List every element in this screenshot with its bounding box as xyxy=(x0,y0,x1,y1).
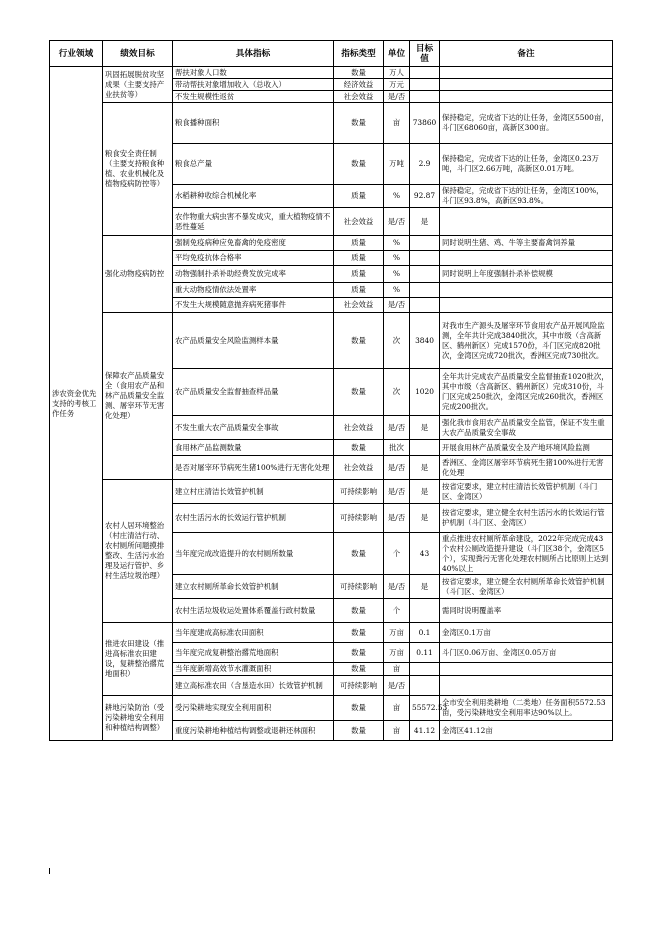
unit-cell: % xyxy=(384,251,410,266)
type-cell: 质量 xyxy=(334,251,384,266)
type-cell: 社会效益 xyxy=(334,91,384,103)
type-cell: 数量 xyxy=(334,696,384,721)
note-cell xyxy=(440,79,613,91)
target-cell xyxy=(410,266,440,283)
header-target: 目标值 xyxy=(410,41,440,67)
domain-cell: 涉农资金优先支持的考核工作任务 xyxy=(50,67,103,741)
indicator-cell: 帮扶对象人口数 xyxy=(173,67,334,79)
unit-cell: 是/否 xyxy=(384,504,410,533)
header-indicator: 具体指标 xyxy=(173,41,334,67)
unit-cell: 是/否 xyxy=(384,416,410,440)
indicator-cell: 不发生规模性返贫 xyxy=(173,91,334,103)
indicator-cell: 强制免疫病种应免畜禽的免疫密度 xyxy=(173,236,334,251)
unit-cell: % xyxy=(384,185,410,208)
indicator-cell: 粮食播种面积 xyxy=(173,103,334,144)
note-cell xyxy=(440,283,613,298)
note-cell: 同时说明上年度强制扑杀补偿规模 xyxy=(440,266,613,283)
note-cell: 金湾区41.12亩 xyxy=(440,721,613,741)
unit-cell: 万元 xyxy=(384,79,410,91)
type-cell: 数量 xyxy=(334,103,384,144)
unit-cell: 是/否 xyxy=(384,480,410,504)
target-cell xyxy=(410,283,440,298)
target-cell xyxy=(410,91,440,103)
indicator-cell: 重度污染耕地种植结构调整或退耕还林面积 xyxy=(173,721,334,741)
note-cell xyxy=(440,298,613,313)
table-row xyxy=(50,623,613,643)
note-cell: 保持稳定，完成省下达的让任务，金湾区5500亩，斗门区68060亩，高新区300亩。 xyxy=(440,103,613,144)
type-cell: 数量 xyxy=(334,313,384,369)
unit-cell: 万吨 xyxy=(384,144,410,185)
unit-cell: 个 xyxy=(384,599,410,623)
header-goal: 绩效目标 xyxy=(103,41,173,67)
note-cell xyxy=(440,208,613,236)
unit-cell: 是/否 xyxy=(384,676,410,696)
unit-cell: % xyxy=(384,236,410,251)
target-cell: 3840 xyxy=(410,313,440,369)
type-cell: 数量 xyxy=(334,643,384,663)
target-cell: 是 xyxy=(410,208,440,236)
type-cell: 社会效益 xyxy=(334,298,384,313)
note-cell: 强化我市食用农产品质量安全监管，保证不发生重大农产品质量安全事故 xyxy=(440,416,613,440)
type-cell: 数量 xyxy=(334,533,384,575)
indicator-cell: 当年度完成复耕整治撂荒地面积 xyxy=(173,643,334,663)
table-row xyxy=(50,696,613,721)
unit-cell: 个 xyxy=(384,533,410,575)
unit-cell: 亩 xyxy=(384,696,410,721)
type-cell: 社会效益 xyxy=(334,416,384,440)
note-cell: 对我市生产源头及屠宰环节食用农产品开展风险监测，全年共计完成3840批次，其中市级（含高新区、鹤州新区）完成1570份，斗门区完成820批次，金湾区完成720批次，香洲区完成730批次。 xyxy=(440,313,613,369)
table-row xyxy=(50,236,613,251)
target-cell xyxy=(410,236,440,251)
note-cell: 金湾区0.1万亩 xyxy=(440,623,613,643)
indicator-cell: 平均免疫抗体合格率 xyxy=(173,251,334,266)
type-cell: 质量 xyxy=(334,283,384,298)
type-cell: 经济效益 xyxy=(334,79,384,91)
table-row xyxy=(50,67,613,79)
type-cell: 可持续影响 xyxy=(334,575,384,599)
unit-cell: 次 xyxy=(384,369,410,416)
table-row xyxy=(50,103,613,144)
target-cell: 是 xyxy=(410,504,440,533)
unit-cell: 批次 xyxy=(384,440,410,456)
note-cell xyxy=(440,676,613,696)
goal-grain: 粮食安全责任制（主要支持粮食种植、农业机械化及植物疫病防控等） xyxy=(103,103,173,236)
unit-cell: 亩 xyxy=(384,721,410,741)
unit-cell: 是/否 xyxy=(384,91,410,103)
unit-cell: 次 xyxy=(384,313,410,369)
unit-cell: 是/否 xyxy=(384,575,410,599)
indicator-cell: 不发生大规模随意抛弃病死猪事件 xyxy=(173,298,334,313)
type-cell: 数量 xyxy=(334,721,384,741)
indicator-cell: 建立村庄清洁长效管护机制 xyxy=(173,480,334,504)
header-type: 指标类型 xyxy=(334,41,384,67)
target-cell: 是 xyxy=(410,480,440,504)
note-cell: 重点推进农村厕所革命建设，2022年完成完成43个农村公厕改造提升建设（斗门区38个，金湾区5个），实现粪污无害化处理农村厕所占比原则上达到40%以上 xyxy=(440,533,613,575)
type-cell: 质量 xyxy=(334,266,384,283)
target-cell: 41.12 xyxy=(410,721,440,741)
note-cell: 保持稳定，完成省下达的让任务，金湾区100%，斗门区93.8%，高新区93.8%。 xyxy=(440,185,613,208)
note-cell: 开展食用林产品质量安全及产地环境风险监测 xyxy=(440,440,613,456)
indicator-cell: 建立高标准农田（含垦造水田）长效管护机制 xyxy=(173,676,334,696)
indicator-cell: 是否对屠宰环节病死生猪100%进行无害化处理 xyxy=(173,456,334,480)
goal-soil: 耕地污染防治（受污染耕地安全利用和种植结构调整） xyxy=(103,696,173,741)
indicator-cell: 食用林产品监测数量 xyxy=(173,440,334,456)
goal-environment: 农村人居环境整治（村庄清洁行动、农村厕所问题摸排整改、生活污水治理及运行管护、乡村生活垃圾治理） xyxy=(103,480,173,623)
type-cell: 社会效益 xyxy=(334,456,384,480)
table-row xyxy=(50,313,613,369)
unit-cell: 万亩 xyxy=(384,623,410,643)
note-cell: 香洲区、金湾区屠宰环节病死生猪100%进行无害化处理 xyxy=(440,456,613,480)
target-cell: 92.87 xyxy=(410,185,440,208)
unit-cell: 是/否 xyxy=(384,456,410,480)
type-cell: 可持续影响 xyxy=(334,676,384,696)
target-cell: 0.11 xyxy=(410,643,440,663)
indicator-cell: 水稻耕种收综合机械化率 xyxy=(173,185,334,208)
type-cell: 数量 xyxy=(334,369,384,416)
type-cell: 数量 xyxy=(334,67,384,79)
note-cell: 全市安全利用类耕地（二类地）任务面积5572.53亩，受污染耕地安全利用率达90%以上。 xyxy=(440,696,613,721)
note-cell: 斗门区0.06万亩、金湾区0.05万亩 xyxy=(440,643,613,663)
target-cell: 是 xyxy=(410,416,440,440)
indicator-cell: 农产品质量安全风险监测样本量 xyxy=(173,313,334,369)
target-cell: 55572.53 xyxy=(410,696,440,721)
unit-cell: % xyxy=(384,266,410,283)
note-cell: 按省定要求，建立健全农村生活污水的长效运行管护机制（斗门区、金湾区） xyxy=(440,504,613,533)
indicator-cell: 当年度新增高效节水灌溉面积 xyxy=(173,663,334,676)
indicator-cell: 建立农村厕所革命长效管护机制 xyxy=(173,575,334,599)
target-cell: 73860 xyxy=(410,103,440,144)
header-note: 备注 xyxy=(440,41,613,67)
note-cell: 保持稳定，完成省下达的让任务，金湾区0.23万吨，斗门区2.66万吨，高新区0.01万吨。 xyxy=(440,144,613,185)
type-cell: 质量 xyxy=(334,185,384,208)
header-domain: 行业领域 xyxy=(50,41,103,67)
unit-cell: 万亩 xyxy=(384,643,410,663)
indicator-cell: 粮食总产量 xyxy=(173,144,334,185)
target-cell xyxy=(410,676,440,696)
indicator-cell: 重大动物疫情依法处置率 xyxy=(173,283,334,298)
indicator-cell: 当年度建成高标准农田面积 xyxy=(173,623,334,643)
indicator-cell: 当年度完成改造提升的农村厕所数量 xyxy=(173,533,334,575)
target-cell xyxy=(410,67,440,79)
note-cell xyxy=(440,67,613,79)
note-cell xyxy=(440,663,613,676)
table-edge xyxy=(49,868,50,874)
note-cell xyxy=(440,91,613,103)
type-cell: 数量 xyxy=(334,599,384,623)
note-cell: 需同时说明覆盖率 xyxy=(440,599,613,623)
indicator-cell: 农作物重大病虫害不暴发成灾，重大植物疫情不恶性蔓延 xyxy=(173,208,334,236)
header-unit: 单位 xyxy=(384,41,410,67)
goal-quality: 保障农产品质量安全（食用农产品和林产品质量安全监测、屠宰环节无害化处理） xyxy=(103,313,173,480)
type-cell: 可持续影响 xyxy=(334,504,384,533)
type-cell: 质量 xyxy=(334,236,384,251)
type-cell: 数量 xyxy=(334,623,384,643)
type-cell: 数量 xyxy=(334,144,384,185)
unit-cell: 是/否 xyxy=(384,298,410,313)
target-cell: 是 xyxy=(410,575,440,599)
type-cell: 数量 xyxy=(334,663,384,676)
type-cell: 可持续影响 xyxy=(334,480,384,504)
unit-cell: 亩 xyxy=(384,663,410,676)
indicator-cell: 不发生重大农产品质量安全事故 xyxy=(173,416,334,440)
target-cell xyxy=(410,79,440,91)
indicator-cell: 带动帮扶对象增加收入（总收入） xyxy=(173,79,334,91)
table-row xyxy=(50,480,613,504)
goal-poverty: 巩固拓展脱贫攻坚成果（主要支持产业扶贫等） xyxy=(103,67,173,103)
performance-table xyxy=(49,40,613,741)
indicator-cell: 农村生活污水的长效运行管护机制 xyxy=(173,504,334,533)
type-cell: 数量 xyxy=(334,440,384,456)
target-cell: 0.1 xyxy=(410,623,440,643)
note-cell: 按省定要求，建立村庄清洁长效管护机制（斗门区、金湾区） xyxy=(440,480,613,504)
target-cell xyxy=(410,599,440,623)
unit-cell: 万人 xyxy=(384,67,410,79)
target-cell: 是 xyxy=(410,456,440,480)
header-row xyxy=(50,41,613,67)
indicator-cell: 农产品质量安全监督抽查样品量 xyxy=(173,369,334,416)
indicator-cell: 农村生活垃圾收运处置体系覆盖行政村数量 xyxy=(173,599,334,623)
target-cell: 1020 xyxy=(410,369,440,416)
target-cell: 43 xyxy=(410,533,440,575)
goal-animal: 强化动物疫病防控 xyxy=(103,236,173,313)
target-cell xyxy=(410,298,440,313)
indicator-cell: 动物强制扑杀补助经费发放完成率 xyxy=(173,266,334,283)
unit-cell: 是/否 xyxy=(384,208,410,236)
note-cell: 全年共计完成农产品质量安全监督抽查1020批次，其中市级（含高新区、鹤州新区）完成310份，斗门区完成250批次，金湾区完成260批次，香洲区完成200批次。 xyxy=(440,369,613,416)
target-cell xyxy=(410,440,440,456)
note-cell: 同时说明生猪、鸡、牛等主要畜禽饲养量 xyxy=(440,236,613,251)
note-cell: 按省定要求，建立健全农村厕所革命长效管护机制（斗门区、金湾区） xyxy=(440,575,613,599)
target-cell: 2.9 xyxy=(410,144,440,185)
target-cell xyxy=(410,663,440,676)
unit-cell: % xyxy=(384,283,410,298)
note-cell xyxy=(440,251,613,266)
indicator-cell: 受污染耕地实现安全利用面积 xyxy=(173,696,334,721)
goal-farmland: 推进农田建设（推进高标准农田建设，复耕整治撂荒地面积） xyxy=(103,623,173,696)
type-cell: 社会效益 xyxy=(334,208,384,236)
target-cell xyxy=(410,251,440,266)
unit-cell: 亩 xyxy=(384,103,410,144)
